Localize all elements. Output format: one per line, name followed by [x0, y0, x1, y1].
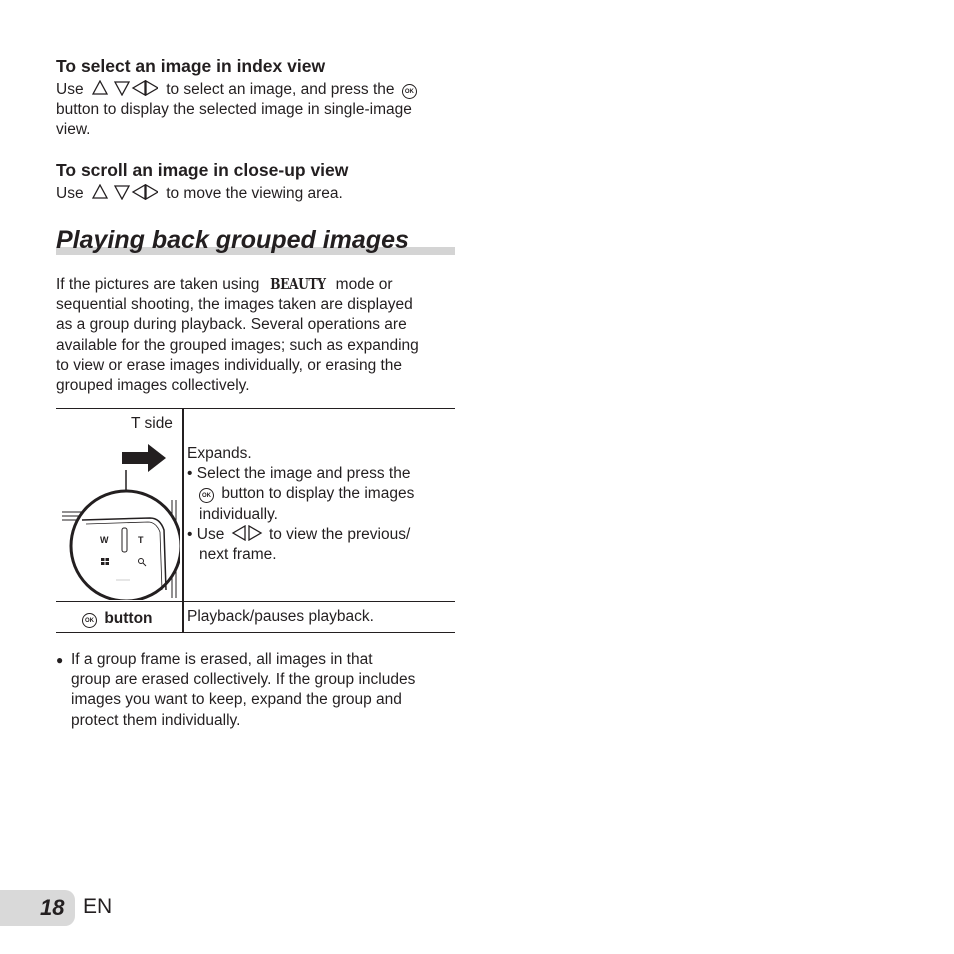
table-top-rule: [56, 408, 455, 409]
bullet1-line3: individually.: [199, 505, 278, 523]
bullet: •: [187, 525, 193, 543]
note-erase-group: [56, 650, 456, 731]
text-use: Use: [56, 81, 84, 98]
ok-button-description: Playback/pauses playback.: [187, 608, 374, 625]
intro-text: mode or: [335, 276, 393, 293]
table-column-divider: [182, 408, 184, 633]
text-line3: view.: [56, 121, 91, 139]
arrow-keys-icon: [92, 184, 158, 200]
ok-button-icon: OK: [82, 613, 97, 628]
bullet1-line2: button to display the images: [221, 485, 415, 503]
ok-button-icon: OK: [402, 84, 417, 99]
note-line: If a group frame is erased, all images in that: [71, 651, 373, 668]
button-label: button: [104, 610, 153, 627]
bullet2-use: Use: [196, 525, 225, 543]
intro-line: as a group during playback. Several operations are: [56, 316, 407, 334]
select-index-text: [56, 80, 456, 141]
ok-button-label: [82, 609, 153, 629]
beauty-mode-icon: BEAUTY: [269, 275, 326, 293]
arrow-keys-icon: [92, 80, 158, 96]
note-line: protect them individually.: [71, 711, 241, 729]
intro-line: grouped images collectively.: [56, 377, 250, 395]
zoom-lever-illustration: [60, 440, 180, 600]
expands-text: Expands.: [187, 445, 252, 462]
table-row-divider: [56, 601, 455, 602]
arrow-right-icon: [122, 444, 166, 472]
table-bottom-rule: [56, 632, 455, 633]
grouped-intro: [56, 274, 456, 396]
text-line2: button to display the selected image in single-image: [56, 101, 412, 119]
note-line: images you want to keep, expand the group and: [71, 691, 402, 709]
intro-line: available for the grouped images; such as expanding: [56, 336, 419, 354]
heading-select-index: To select an image in index view: [56, 56, 326, 76]
scroll-closeup-text: [56, 184, 456, 204]
intro-line: sequential shooting, the images taken are displayed: [56, 296, 413, 314]
text-rest: to move the viewing area.: [166, 185, 343, 202]
bullet2-line2: next frame.: [199, 546, 277, 564]
text-use: Use: [56, 185, 84, 202]
heading-scroll-closeup: To scroll an image in close-up view: [56, 160, 349, 180]
intro-line: to view or erase images individually, or erasing the: [56, 356, 403, 374]
bullet1-line1: Select the image and press the: [196, 465, 411, 483]
bullet2-line1: to view the previous/: [268, 525, 411, 543]
intro-text: If the pictures are taken using: [56, 276, 260, 293]
page-language: EN: [83, 895, 113, 918]
left-right-arrows-icon: [231, 525, 263, 541]
note-bullet: ●: [56, 653, 64, 667]
ok-button-icon: OK: [199, 488, 214, 503]
t-side-description: [187, 444, 455, 565]
text-line1: to select an image, and press the: [166, 81, 395, 98]
t-side-label: T side: [131, 415, 173, 432]
section-title: Playing back grouped images: [56, 226, 409, 254]
bullet: •: [187, 465, 193, 483]
note-line: group are erased collectively. If the group includes: [71, 671, 416, 689]
t-label: T: [138, 535, 144, 545]
page-number: 18: [40, 895, 65, 920]
w-label: W: [100, 535, 109, 545]
